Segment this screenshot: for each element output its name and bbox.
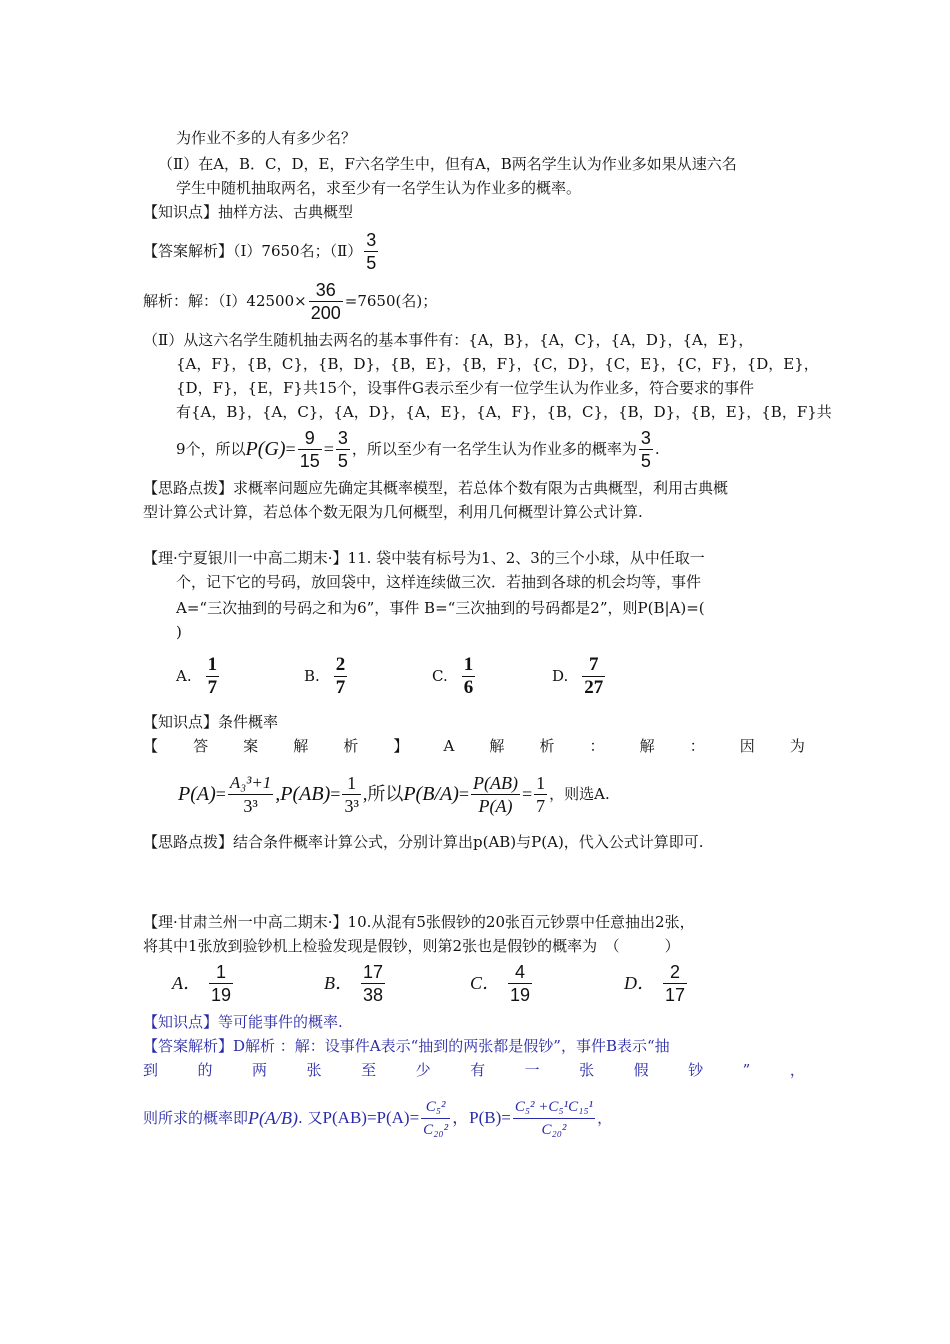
- fraction-numerator: 4: [508, 961, 532, 984]
- fraction-numerator: 3: [640, 427, 651, 448]
- fraction-denominator: C₂₀²: [423, 1121, 449, 1138]
- option-fraction: [462, 654, 476, 699]
- q10-answer-line3: [143, 1090, 612, 1146]
- answer-word: ”: [742, 1061, 751, 1079]
- option-fraction: [508, 961, 532, 1006]
- solution-part1: [143, 276, 437, 326]
- answer-word: 两: [252, 1061, 268, 1079]
- equals-sign: =: [323, 439, 334, 459]
- answer-word: 析: [343, 737, 359, 755]
- question-part2-line2: 学生中随机抽取两名，求至少有一名学生认为作业多的概率。: [176, 179, 582, 197]
- q11-knowledge-point: 【知识点】条件概率: [143, 713, 279, 731]
- conclusion-text: ，所以至少有一名学生认为作业多的概率为: [351, 440, 637, 458]
- option-fraction: [663, 961, 687, 1006]
- q10-option-d: [624, 958, 689, 1008]
- q11-option-b: [304, 650, 349, 702]
- fraction-numerator: C₅²: [421, 1096, 450, 1119]
- equals-sign: =: [458, 784, 470, 804]
- q10-option-b: [324, 958, 387, 1008]
- answer-word: 为: [789, 737, 805, 755]
- solution-part2-line4: 有{A，B}，{A，C}，{A，D}，{A，E}，{A，F}，{B，C}，{B，D}，{B，E}，{B，F}共: [176, 403, 832, 421]
- answer-word: 至: [361, 1061, 377, 1079]
- prob-b-given-a: P(B/A): [403, 783, 459, 805]
- answer-word: 张: [306, 1061, 322, 1079]
- q11-line4: ): [176, 623, 182, 641]
- fraction-numerator: 1: [342, 772, 360, 795]
- answer-word: 析: [539, 737, 555, 755]
- fraction-denominator: 5: [366, 252, 377, 273]
- answer-word: ：: [689, 737, 705, 755]
- solution-fraction: [309, 279, 343, 324]
- fraction-denominator: C₂₀²: [541, 1121, 567, 1138]
- fraction-numerator: A₃³+1: [228, 772, 273, 795]
- fraction-denominator: 15: [299, 450, 320, 471]
- fraction-denominator: 27: [584, 676, 604, 698]
- answer-word: 少: [415, 1061, 431, 1079]
- option-fraction: [206, 654, 220, 699]
- choose-text: ，则选A.: [549, 785, 610, 803]
- prob-a-given-b: P(A/B): [248, 1108, 298, 1128]
- fraction-numerator: 1: [536, 772, 546, 793]
- q11-option-d: [552, 650, 607, 702]
- probability-g: P(G): [245, 438, 286, 460]
- prob-a: P(A): [178, 783, 216, 805]
- option-label: C.: [432, 667, 448, 685]
- fraction-numerator: 1: [209, 961, 233, 984]
- answer-word: 解: [293, 737, 309, 755]
- option-label: A．: [172, 973, 201, 993]
- fraction-numerator: 2: [335, 653, 346, 675]
- fraction-numerator: 2: [663, 961, 687, 984]
- fraction-denominator: 5: [337, 450, 348, 471]
- fraction-denominator: 200: [310, 302, 341, 323]
- answer-word: 张: [579, 1061, 595, 1079]
- answer-prefix: 【答案解析】（Ⅰ）7650名；（Ⅱ）: [143, 242, 363, 260]
- fraction-pa: [228, 772, 273, 817]
- fraction-result: [534, 772, 547, 817]
- question-continuation: 为作业不多的人有多少名？: [176, 129, 357, 147]
- fraction-numerator: C₅² +C₅¹C₁₅¹: [513, 1096, 595, 1119]
- answer-word: A: [443, 737, 455, 755]
- answer-word: 因: [739, 737, 755, 755]
- knowledge-point: 【知识点】抽样方法、古典概型: [143, 203, 354, 221]
- solution-part2-line3: {D，F}，{E，F}共15个，设事件G表示至少有一位学生认为作业多，符合要求的事件: [176, 379, 755, 397]
- answer-word: 一: [524, 1061, 540, 1079]
- fraction-denominator: 3³: [243, 795, 258, 816]
- fraction-denominator: 7: [207, 676, 218, 698]
- q10-answer-line1: 【答案解析】D解析 ：解：设事件A表示“抽到的两张都是假钞”，事件B表示“抽: [143, 1037, 670, 1055]
- fraction-denominator: P(A): [478, 795, 513, 816]
- q10-answer-line2: [143, 1060, 805, 1080]
- option-label: A.: [176, 667, 192, 685]
- q11-option-c: [432, 650, 477, 702]
- fraction-denominator: 38: [363, 984, 384, 1005]
- answer-fraction: [364, 229, 378, 274]
- fraction-pab: [342, 772, 360, 817]
- prob-ab: ,P(AB): [275, 783, 331, 805]
- option-fraction: [334, 654, 348, 699]
- option-label: B．: [324, 973, 353, 993]
- fraction-numerator: 7: [582, 654, 605, 677]
- prob-ab-formula: P(AB)=P(A)=: [322, 1108, 420, 1127]
- option-fraction: [582, 654, 605, 699]
- fraction-denominator: 6: [463, 676, 474, 698]
- fraction-numerator: 3: [366, 229, 377, 250]
- fraction-numerator: 1: [207, 653, 218, 675]
- fraction-denominator: 7: [335, 676, 346, 698]
- fraction-numerator: 9: [298, 427, 322, 450]
- fraction-numerator: 3: [337, 427, 348, 448]
- answer-word: 的: [197, 1061, 213, 1079]
- answer-word: 案: [243, 737, 259, 755]
- option-label: D．: [624, 973, 655, 993]
- option-fraction: [361, 961, 385, 1006]
- q10-option-c: [470, 958, 534, 1008]
- q11-line2: 个，记下它的号码，放回袋中，这样连续做三次．若抽到各球的机会均等，事件: [176, 573, 702, 591]
- q10-line1: 【理·甘肃兰州一中高二期末·】10.从混有5张假钞的20张百元钞票中任意抽出2张，: [143, 913, 695, 931]
- fraction-pb-combination: [513, 1096, 595, 1141]
- answer-word: ：: [589, 737, 605, 755]
- solution-part2-line1: （Ⅱ）从这六名学生随机抽去两名的基本事件有：{A，B}，{A，C}，{A，D}，{A，E}，: [143, 331, 754, 349]
- fraction-denominator: 5: [640, 450, 651, 471]
- hint-line2: 型计算公式计算，若总体个数无限为几何概型，利用几何概型计算公式计算.: [143, 503, 643, 521]
- fraction-numerator: 36: [309, 279, 343, 302]
- fraction-numerator: P(AB): [473, 772, 519, 793]
- answer-word: 钞: [688, 1061, 704, 1079]
- solution-prefix: 解析：解：（Ⅰ）42500×: [143, 292, 307, 310]
- q11-hint: 【思路点拨】结合条件概率计算公式，分别计算出p(AB)与P(A)，代入公式计算即可.: [143, 833, 704, 851]
- fraction-denominator: 7: [536, 795, 546, 816]
- fraction-conditional: [471, 772, 520, 817]
- option-label: B.: [304, 667, 320, 685]
- answer-word: 【: [143, 737, 159, 755]
- hint-line1: 【思路点拨】求概率问题应先确定其概率模型，若总体个数有限为古典概型，利用古典概: [143, 479, 729, 497]
- answer-text: 则所求的概率即: [143, 1109, 249, 1127]
- equals-sign: =: [215, 784, 226, 804]
- q11-line3: A=“三次抽到的号码之和为6”，事件 B=“三次抽到的号码都是2”，则P(B|A)=(: [176, 599, 705, 617]
- equals-sign: =: [522, 784, 533, 804]
- solution-result: =7650(名)；: [344, 292, 438, 310]
- q11-option-a: [176, 650, 221, 702]
- fraction-pa-combination: [421, 1096, 450, 1141]
- option-label: D.: [552, 667, 569, 685]
- answer-word: 解: [639, 737, 655, 755]
- solution-part2-line5: [176, 424, 660, 474]
- fraction-9-15: [298, 427, 322, 472]
- trailing-comma: ，: [597, 1109, 613, 1127]
- period: .: [654, 440, 660, 458]
- option-label: C．: [470, 973, 501, 993]
- answer-word: 假: [633, 1061, 649, 1079]
- fraction-numerator: 1: [463, 653, 474, 675]
- fraction-numerator: 17: [363, 961, 384, 982]
- answer-word: 有: [470, 1061, 486, 1079]
- answer-word: 解: [489, 737, 505, 755]
- answer-word: 答: [193, 737, 209, 755]
- prob-b-formula: ，P(B)=: [452, 1108, 511, 1127]
- option-fraction: [209, 961, 233, 1006]
- q10-line2: 将其中1张放到验钞机上检验发现是假钞，则第2张也是假钞的概率为 （ ）: [143, 937, 680, 955]
- fraction-denominator: 19: [211, 984, 232, 1005]
- answer-word: 】: [393, 737, 409, 755]
- count-text: 9个，所以: [176, 440, 246, 458]
- fraction-denominator: 17: [665, 984, 686, 1005]
- q10-option-a: [172, 958, 235, 1008]
- q11-line1: 【理·宁夏银川一中高二期末·】11. 袋中装有标号为1、2、3的三个小球，从中任取一: [143, 549, 705, 567]
- answer-analysis: [143, 226, 380, 276]
- q10-knowledge-point: 【知识点】等可能事件的概率.: [143, 1013, 343, 1031]
- answer-word: ，: [789, 1061, 805, 1079]
- question-part2-line1: （Ⅱ）在A，B．C，D，E，F六名学生中，但有A，B两名学生认为作业多如果从速六名: [158, 155, 737, 173]
- solution-part2-line2: {A，F}，{B，C}，{B，D}，{B，E}，{B，F}，{C，D}，{C，E}，{C，F}，{D，E}，: [176, 355, 819, 373]
- q11-formula: [178, 766, 610, 822]
- fraction-answer: [639, 427, 653, 472]
- q11-answer-header: [143, 736, 805, 756]
- so-text: ,所以: [362, 784, 404, 804]
- fraction-denominator: 19: [510, 984, 531, 1005]
- equals-sign: =: [285, 439, 296, 459]
- fraction-3-5: [336, 427, 350, 472]
- fraction-denominator: 3³: [344, 795, 359, 816]
- answer-word: 到: [143, 1061, 159, 1079]
- answer-text: . 又: [298, 1109, 323, 1127]
- equals-sign: =: [330, 784, 341, 804]
